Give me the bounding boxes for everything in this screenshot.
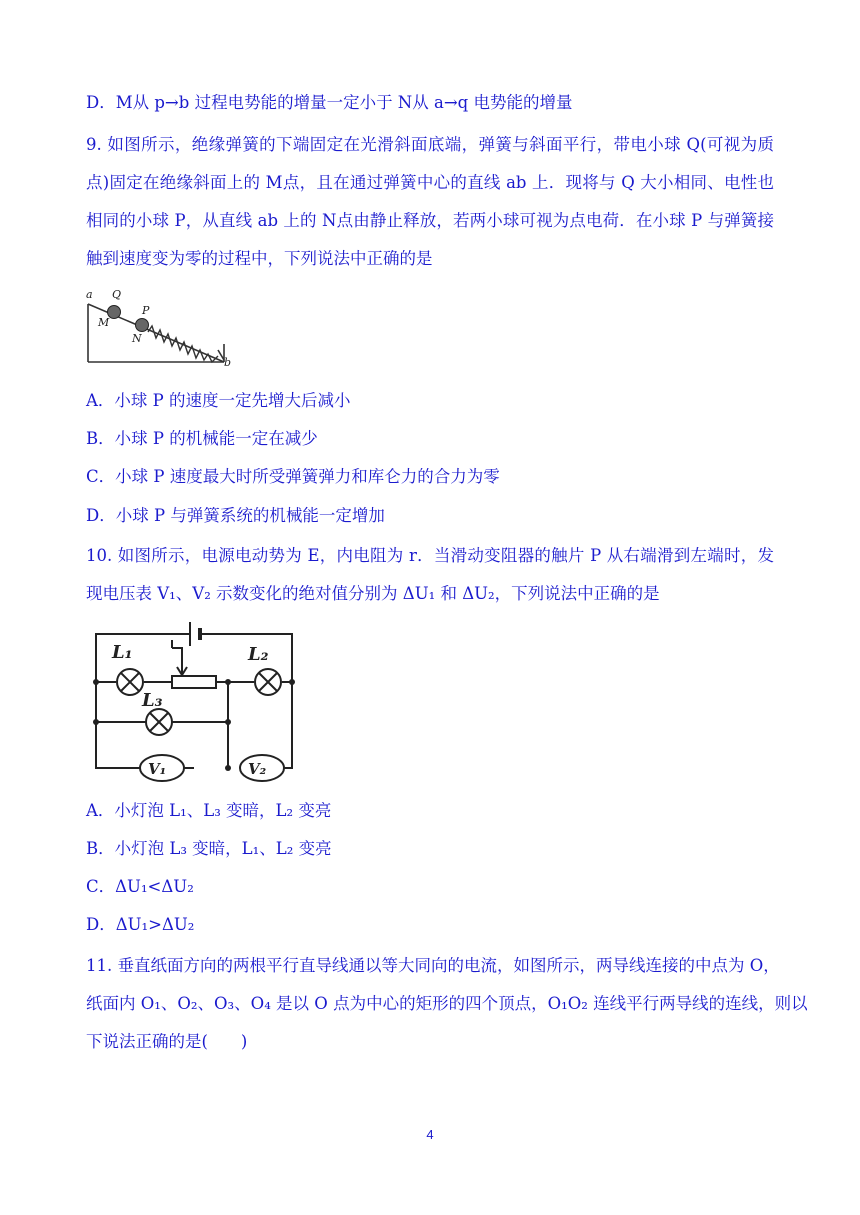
label-b: b [224,356,232,368]
circuit-figure [86,618,302,784]
option-c-q10: C．ΔU₁<ΔU₂ [86,877,194,896]
option-a-q10: A．小灯泡 L₁、L₃ 变暗，L₂ 变亮 [86,801,332,820]
question-9-line-3: 相同的小球 P，从直线 ab 上的 N点由静止释放，若两小球可视为点电荷．在小球 P 与弹簧接 [86,211,774,230]
label-q: Q [112,288,122,301]
page-number: 4 [426,1127,434,1142]
option-d-q9: D．小球 P 与弹簧系统的机械能一定增加 [86,506,385,525]
option-c-q9: C．小球 P 速度最大时所受弹簧弹力和库仑力的合力为零 [86,467,500,486]
ball-q [108,306,121,319]
label-p: P [142,304,150,317]
label-l2: L₂ [248,644,269,665]
label-v1: V₁ [148,760,167,778]
question-11-line-3: 下说法正确的是( ) [86,1032,248,1051]
question-11-line-1: 11. 垂直纸面方向的两根平行直导线通以等大同向的电流，如图所示，两导线连接的中点为 O， [86,956,780,975]
question-10-line-1: 10. 如图所示，电源电动势为 E，内电阻为 r．当滑动变阻器的触片 P 从右端滑到左端时，发 [86,546,774,565]
label-l1: L₁ [112,642,133,663]
option-a-q9: A．小球 P 的速度一定先增大后减小 [86,391,351,410]
option-d-q10: D．ΔU₁>ΔU₂ [86,915,195,934]
option-d-q8: D．M从 p→b 过程电势能的增量一定小于 N从 a→q 电势能的增量 [86,93,573,112]
label-n: N [132,332,142,345]
ball-p [136,319,149,332]
label-v2: V₂ [248,760,267,778]
option-b-q10: B．小灯泡 L₃ 变暗，L₁、L₂ 变亮 [86,839,332,858]
question-10-line-2: 现电压表 V₁、V₂ 示数变化的绝对值分别为 ΔU₁ 和 ΔU₂，下列说法中正确的是 [86,584,660,603]
question-9-line-4: 触到速度变为零的过程中，下列说法中正确的是 [86,249,433,268]
label-l3: L₃ [142,690,163,711]
question-9-line-1: 9. 如图所示，绝缘弹簧的下端固定在光滑斜面底端，弹簧与斜面平行，带电小球 Q(可视为质 [86,135,774,154]
label-m: M [98,316,110,329]
label-a: a [86,288,93,301]
incline-spring-figure [84,284,234,368]
question-11-line-2: 纸面内 O₁、O₂、O₃、O₄ 是以 O 点为中心的矩形的四个顶点，O₁O₂ 连线平行两导线的连线，则以 [86,994,808,1013]
question-9-line-2: 点)固定在绝缘斜面上的 M点，且在通过弹簧中心的直线 ab 上．现将与 Q 大小相同、电性也 [86,173,774,192]
option-b-q9: B．小球 P 的机械能一定在减少 [86,429,318,448]
